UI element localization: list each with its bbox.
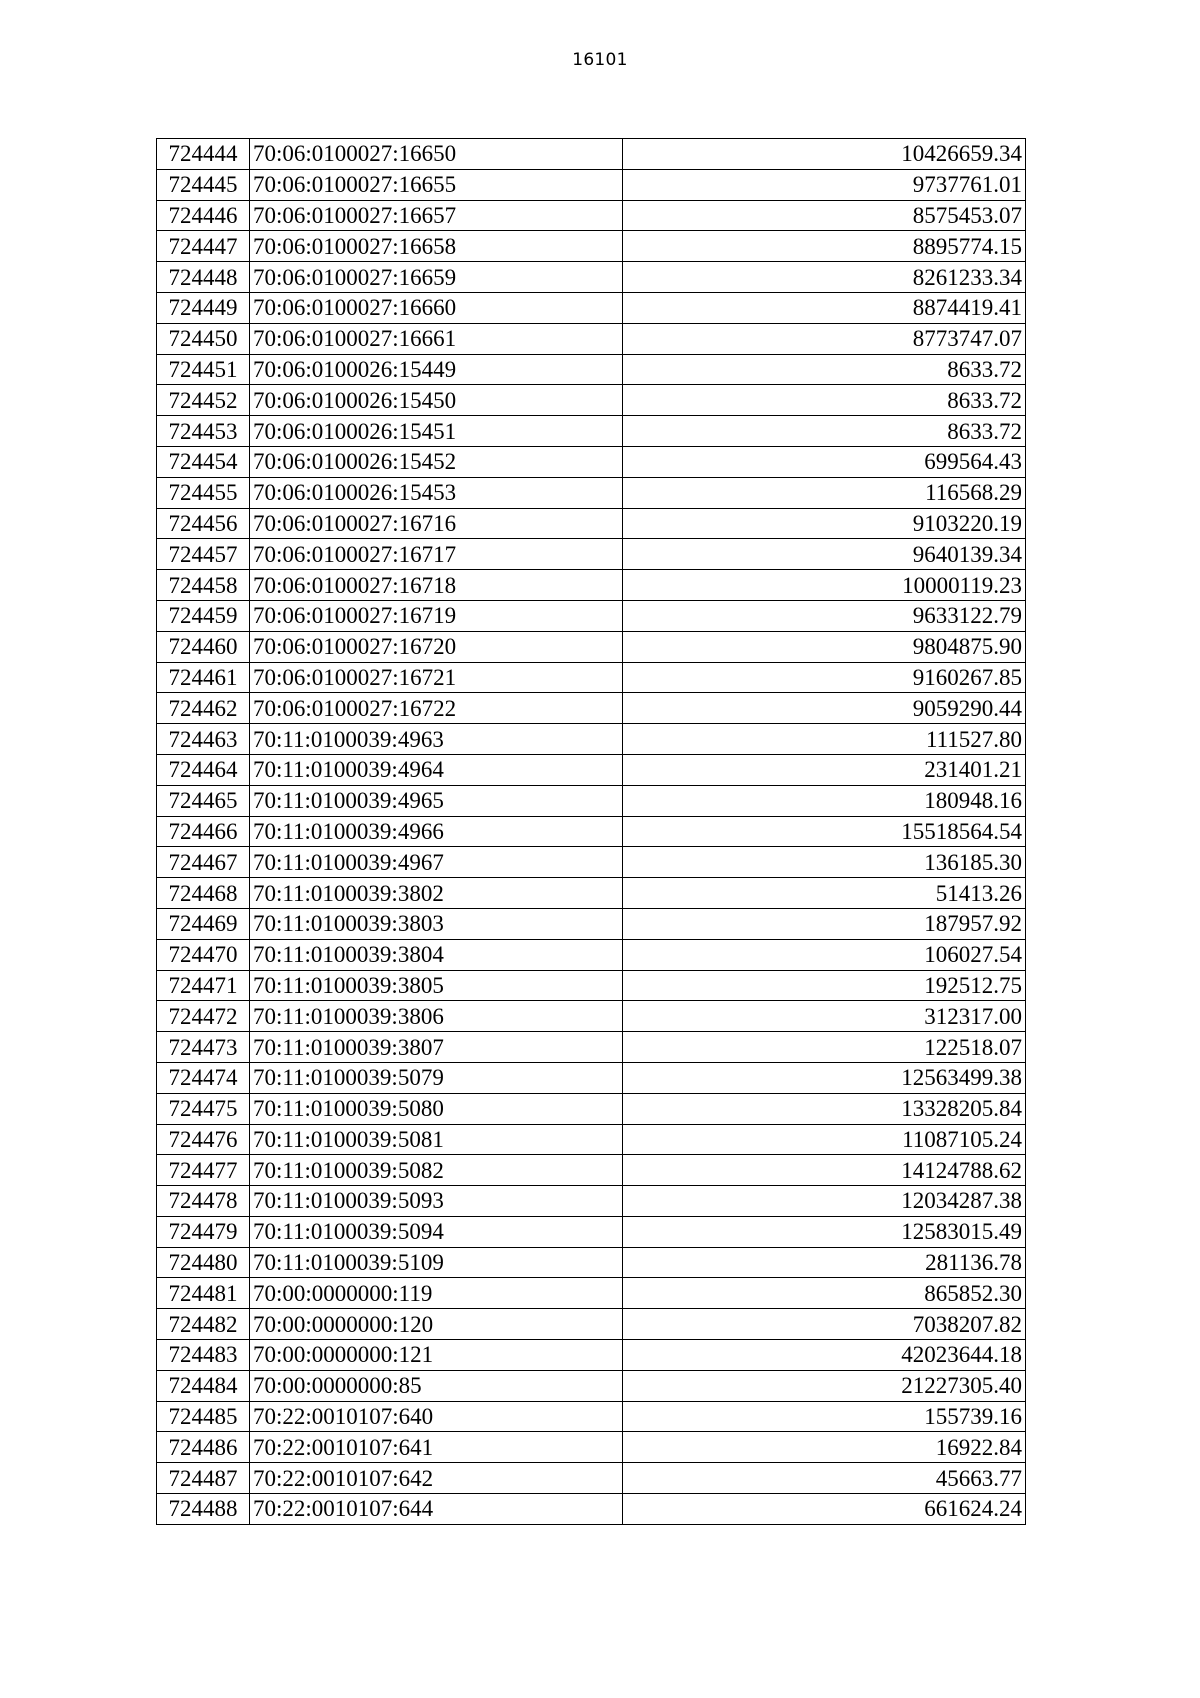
cadastral-value-cell: 7038207.82: [623, 1309, 1026, 1340]
cadastral-number-cell: 70:00:0000000:120: [250, 1309, 623, 1340]
cadastral-number-cell: 70:06:0100026:15449: [250, 354, 623, 385]
cadastral-number-cell: 70:11:0100039:3806: [250, 1001, 623, 1032]
cadastral-value-cell: 10426659.34: [623, 139, 1026, 170]
cadastral-value-cell: 9633122.79: [623, 600, 1026, 631]
cadastral-number-cell: 70:11:0100039:5094: [250, 1216, 623, 1247]
table-row: [157, 508, 1026, 539]
cadastral-value-cell: 8874419.41: [623, 292, 1026, 323]
cadastral-number-cell: 70:06:0100026:15453: [250, 477, 623, 508]
cadastral-value-table: [156, 138, 1026, 1525]
cadastral-number-cell: 70:11:0100039:3807: [250, 1032, 623, 1063]
cadastral-value-cell: 12583015.49: [623, 1216, 1026, 1247]
row-number-cell: 724480: [157, 1247, 250, 1278]
row-number-cell: 724463: [157, 724, 250, 755]
cadastral-number-cell: 70:11:0100039:3803: [250, 908, 623, 939]
cadastral-value-cell: 122518.07: [623, 1032, 1026, 1063]
cadastral-value-cell: 192512.75: [623, 970, 1026, 1001]
cadastral-number-cell: 70:06:0100027:16720: [250, 631, 623, 662]
row-number-cell: 724485: [157, 1401, 250, 1432]
cadastral-number-cell: 70:11:0100039:4967: [250, 847, 623, 878]
cadastral-value-cell: 116568.29: [623, 477, 1026, 508]
row-number-cell: 724450: [157, 323, 250, 354]
cadastral-number-cell: 70:11:0100039:5080: [250, 1093, 623, 1124]
row-number-cell: 724483: [157, 1340, 250, 1371]
cadastral-number-cell: 70:22:0010107:642: [250, 1463, 623, 1494]
cadastral-value-cell: 14124788.62: [623, 1155, 1026, 1186]
cadastral-value-cell: 8261233.34: [623, 262, 1026, 293]
table-row: [157, 200, 1026, 231]
cadastral-number-cell: 70:11:0100039:5093: [250, 1186, 623, 1217]
cadastral-value-cell: 231401.21: [623, 754, 1026, 785]
row-number-cell: 724465: [157, 785, 250, 816]
table-row: [157, 939, 1026, 970]
cadastral-number-cell: 70:06:0100027:16659: [250, 262, 623, 293]
page-number: 16101: [572, 50, 628, 70]
cadastral-number-cell: 70:22:0010107:644: [250, 1494, 623, 1525]
cadastral-value-cell: 9640139.34: [623, 539, 1026, 570]
cadastral-number-cell: 70:06:0100027:16719: [250, 600, 623, 631]
row-number-cell: 724476: [157, 1124, 250, 1155]
cadastral-number-cell: 70:11:0100039:5081: [250, 1124, 623, 1155]
row-number-cell: 724475: [157, 1093, 250, 1124]
cadastral-number-cell: 70:06:0100026:15451: [250, 416, 623, 447]
cadastral-number-cell: 70:00:0000000:121: [250, 1340, 623, 1371]
cadastral-value-cell: 9059290.44: [623, 693, 1026, 724]
row-number-cell: 724466: [157, 816, 250, 847]
cadastral-value-cell: 15518564.54: [623, 816, 1026, 847]
table-row: [157, 600, 1026, 631]
row-number-cell: 724446: [157, 200, 250, 231]
cadastral-value-cell: 106027.54: [623, 939, 1026, 970]
table-row: [157, 1432, 1026, 1463]
row-number-cell: 724458: [157, 570, 250, 601]
row-number-cell: 724486: [157, 1432, 250, 1463]
row-number-cell: 724467: [157, 847, 250, 878]
table-row: [157, 292, 1026, 323]
row-number-cell: 724460: [157, 631, 250, 662]
table-row: [157, 1032, 1026, 1063]
row-number-cell: 724479: [157, 1216, 250, 1247]
table-row: [157, 477, 1026, 508]
table-row: [157, 878, 1026, 909]
cadastral-value-cell: 111527.80: [623, 724, 1026, 755]
table-row: [157, 1278, 1026, 1309]
table-row: [157, 631, 1026, 662]
cadastral-number-cell: 70:22:0010107:641: [250, 1432, 623, 1463]
table-row: [157, 1093, 1026, 1124]
table-row: [157, 970, 1026, 1001]
table-row: [157, 662, 1026, 693]
cadastral-value-cell: 136185.30: [623, 847, 1026, 878]
row-number-cell: 724449: [157, 292, 250, 323]
cadastral-value-cell: 9160267.85: [623, 662, 1026, 693]
row-number-cell: 724452: [157, 385, 250, 416]
row-number-cell: 724482: [157, 1309, 250, 1340]
table-row: [157, 354, 1026, 385]
table-row: [157, 385, 1026, 416]
row-number-cell: 724448: [157, 262, 250, 293]
cadastral-value-cell: 8575453.07: [623, 200, 1026, 231]
cadastral-value-cell: 10000119.23: [623, 570, 1026, 601]
table-row: [157, 1001, 1026, 1032]
cadastral-number-cell: 70:06:0100027:16661: [250, 323, 623, 354]
table-row: [157, 231, 1026, 262]
row-number-cell: 724462: [157, 693, 250, 724]
cadastral-number-cell: 70:06:0100026:15452: [250, 446, 623, 477]
cadastral-value-cell: 699564.43: [623, 446, 1026, 477]
table-row: [157, 139, 1026, 170]
cadastral-number-cell: 70:06:0100027:16657: [250, 200, 623, 231]
row-number-cell: 724455: [157, 477, 250, 508]
row-number-cell: 724470: [157, 939, 250, 970]
cadastral-value-cell: 45663.77: [623, 1463, 1026, 1494]
row-number-cell: 724445: [157, 169, 250, 200]
cadastral-number-cell: 70:06:0100027:16721: [250, 662, 623, 693]
cadastral-value-cell: 51413.26: [623, 878, 1026, 909]
cadastral-number-cell: 70:11:0100039:4964: [250, 754, 623, 785]
cadastral-value-cell: 42023644.18: [623, 1340, 1026, 1371]
table-row: [157, 262, 1026, 293]
table-row: [157, 323, 1026, 354]
cadastral-value-cell: 8773747.07: [623, 323, 1026, 354]
cadastral-value-cell: 9103220.19: [623, 508, 1026, 539]
table-row: [157, 693, 1026, 724]
row-number-cell: 724478: [157, 1186, 250, 1217]
row-number-cell: 724488: [157, 1494, 250, 1525]
cadastral-value-cell: 865852.30: [623, 1278, 1026, 1309]
cadastral-value-cell: 21227305.40: [623, 1370, 1026, 1401]
cadastral-number-cell: 70:11:0100039:5079: [250, 1062, 623, 1093]
cadastral-number-cell: 70:11:0100039:3804: [250, 939, 623, 970]
table-row: [157, 1463, 1026, 1494]
row-number-cell: 724453: [157, 416, 250, 447]
table-row: [157, 1494, 1026, 1525]
row-number-cell: 724473: [157, 1032, 250, 1063]
cadastral-value-cell: 281136.78: [623, 1247, 1026, 1278]
row-number-cell: 724468: [157, 878, 250, 909]
cadastral-value-cell: 13328205.84: [623, 1093, 1026, 1124]
row-number-cell: 724477: [157, 1155, 250, 1186]
row-number-cell: 724454: [157, 446, 250, 477]
table-row: [157, 847, 1026, 878]
cadastral-value-cell: 12563499.38: [623, 1062, 1026, 1093]
cadastral-value-cell: 180948.16: [623, 785, 1026, 816]
cadastral-value-cell: 155739.16: [623, 1401, 1026, 1432]
cadastral-number-cell: 70:00:0000000:119: [250, 1278, 623, 1309]
row-number-cell: 724484: [157, 1370, 250, 1401]
cadastral-value-cell: 187957.92: [623, 908, 1026, 939]
cadastral-value-cell: 312317.00: [623, 1001, 1026, 1032]
row-number-cell: 724447: [157, 231, 250, 262]
table-row: [157, 1216, 1026, 1247]
table-row: [157, 724, 1026, 755]
table-body: [157, 139, 1026, 1525]
row-number-cell: 724464: [157, 754, 250, 785]
row-number-cell: 724461: [157, 662, 250, 693]
cadastral-number-cell: 70:11:0100039:5109: [250, 1247, 623, 1278]
cadastral-number-cell: 70:06:0100027:16718: [250, 570, 623, 601]
cadastral-number-cell: 70:11:0100039:4966: [250, 816, 623, 847]
table-row: [157, 754, 1026, 785]
cadastral-number-cell: 70:11:0100039:5082: [250, 1155, 623, 1186]
row-number-cell: 724472: [157, 1001, 250, 1032]
cadastral-value-cell: 9804875.90: [623, 631, 1026, 662]
table-row: [157, 1124, 1026, 1155]
cadastral-number-cell: 70:00:0000000:85: [250, 1370, 623, 1401]
row-number-cell: 724457: [157, 539, 250, 570]
table-row: [157, 816, 1026, 847]
cadastral-number-cell: 70:06:0100027:16658: [250, 231, 623, 262]
row-number-cell: 724487: [157, 1463, 250, 1494]
row-number-cell: 724471: [157, 970, 250, 1001]
cadastral-number-cell: 70:06:0100027:16655: [250, 169, 623, 200]
cadastral-number-cell: 70:06:0100027:16716: [250, 508, 623, 539]
row-number-cell: 724451: [157, 354, 250, 385]
cadastral-value-cell: 8633.72: [623, 416, 1026, 447]
table-row: [157, 1309, 1026, 1340]
cadastral-number-cell: 70:06:0100026:15450: [250, 385, 623, 416]
table-row: [157, 1062, 1026, 1093]
table-row: [157, 446, 1026, 477]
cadastral-number-cell: 70:06:0100027:16722: [250, 693, 623, 724]
cadastral-number-cell: 70:06:0100027:16717: [250, 539, 623, 570]
table-row: [157, 1401, 1026, 1432]
cadastral-value-cell: 11087105.24: [623, 1124, 1026, 1155]
cadastral-value-cell: 8633.72: [623, 385, 1026, 416]
table-row: [157, 169, 1026, 200]
cadastral-value-cell: 9737761.01: [623, 169, 1026, 200]
cadastral-value-cell: 16922.84: [623, 1432, 1026, 1463]
table-row: [157, 908, 1026, 939]
cadastral-number-cell: 70:11:0100039:3805: [250, 970, 623, 1001]
table-row: [157, 1155, 1026, 1186]
cadastral-number-cell: 70:11:0100039:4963: [250, 724, 623, 755]
cadastral-number-cell: 70:22:0010107:640: [250, 1401, 623, 1432]
row-number-cell: 724469: [157, 908, 250, 939]
row-number-cell: 724481: [157, 1278, 250, 1309]
cadastral-number-cell: 70:11:0100039:3802: [250, 878, 623, 909]
cadastral-value-cell: 8895774.15: [623, 231, 1026, 262]
cadastral-number-cell: 70:06:0100027:16650: [250, 139, 623, 170]
table-row: [157, 570, 1026, 601]
table-row: [157, 1340, 1026, 1371]
cadastral-value-cell: 661624.24: [623, 1494, 1026, 1525]
row-number-cell: 724444: [157, 139, 250, 170]
cadastral-value-cell: 12034287.38: [623, 1186, 1026, 1217]
cadastral-number-cell: 70:06:0100027:16660: [250, 292, 623, 323]
cadastral-value-cell: 8633.72: [623, 354, 1026, 385]
row-number-cell: 724459: [157, 600, 250, 631]
table-row: [157, 785, 1026, 816]
row-number-cell: 724456: [157, 508, 250, 539]
table-row: [157, 539, 1026, 570]
row-number-cell: 724474: [157, 1062, 250, 1093]
table-row: [157, 1247, 1026, 1278]
table-row: [157, 1370, 1026, 1401]
table-row: [157, 1186, 1026, 1217]
cadastral-number-cell: 70:11:0100039:4965: [250, 785, 623, 816]
table-row: [157, 416, 1026, 447]
